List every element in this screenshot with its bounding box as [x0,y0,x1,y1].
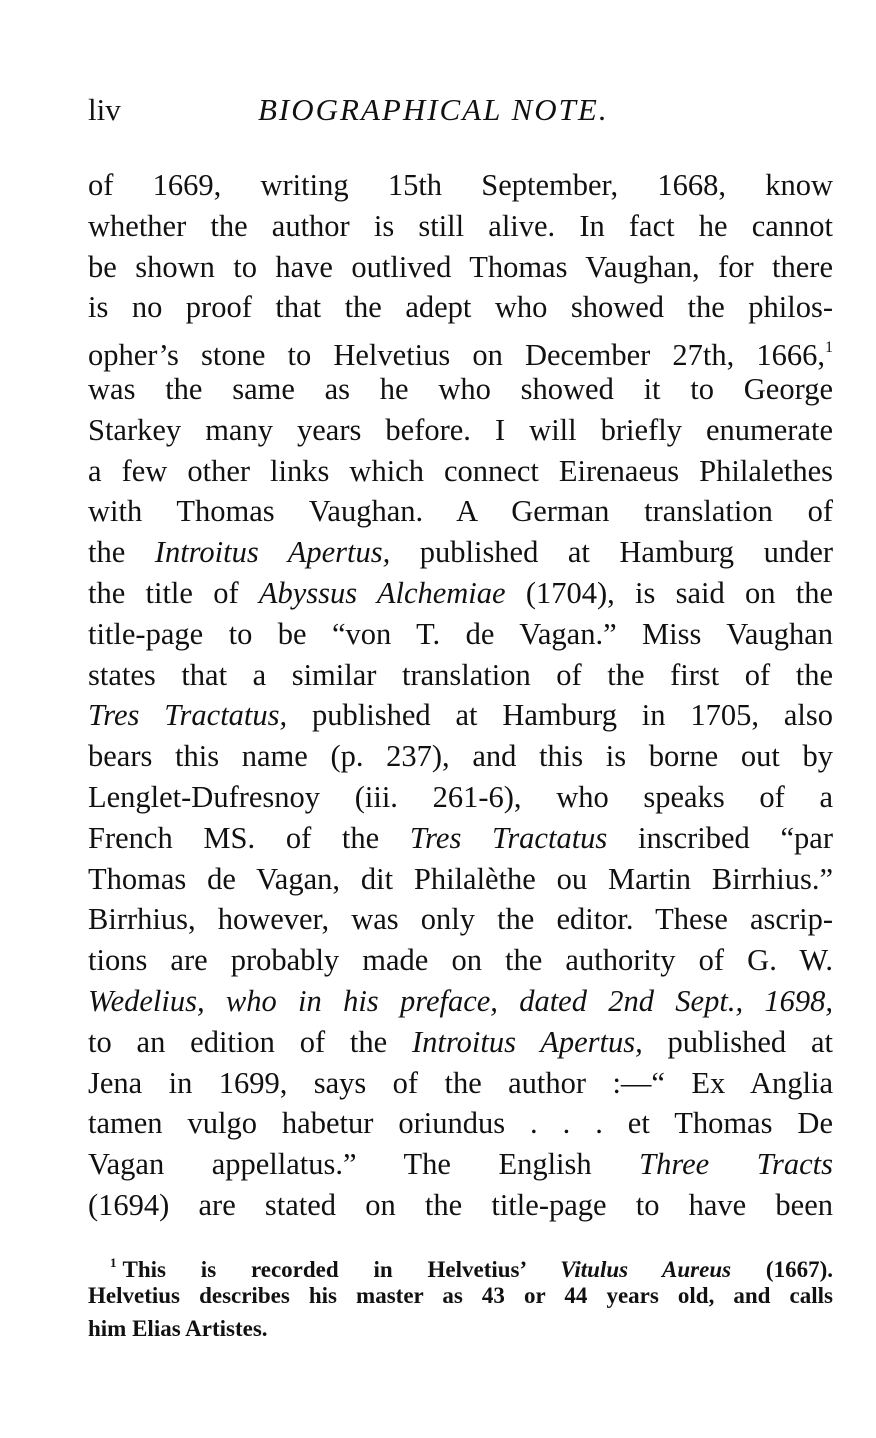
text-segment: title-page to be “von T. de Vagan.” Miss Vaughan [88,616,833,651]
footnote-line [88,1312,833,1345]
footnote-segment: (1667). [731,1257,833,1282]
text-segment: tamen vulgo habetur oriundus . . . et Thomas De [88,1106,833,1141]
footnote-segment: Helvetius describes his master as 43 or 44 years old, and calls [88,1283,833,1308]
footnote-segment: Vitulus Aureus [560,1257,732,1282]
text-segment: to an edition of the [88,1024,413,1059]
footnote [88,1246,833,1345]
text-line [88,247,833,288]
page-header [88,92,833,132]
text-segment: (1704), is said on the [505,575,833,610]
text-segment: whether the author is still alive. In fact he cannot [88,208,833,243]
text-segment: Lenglet-Dufresnoy (iii. 261-6), who speaks of a [88,779,833,814]
text-segment: the [88,535,155,570]
text-segment: inscribed “par [607,820,833,855]
text-line [88,369,833,410]
text-segment: Three Tracts [639,1147,833,1182]
text-segment: a few other links which connect Eirenaeus Philalethes [88,453,833,488]
text-segment: bears this name (p. 237), and this is borne out by [88,739,833,774]
text-line [88,655,833,696]
text-segment: Abyssus Alchemiae [258,575,506,610]
body-text [88,165,833,1226]
text-segment: published at Hamburg in 1705, also [287,698,833,733]
text-line [88,532,833,573]
text-segment: Birrhius, however, was only the editor. These ascrip- [88,902,833,937]
text-segment: opher’s stone to Helvetius on December 27th, 1666, [88,338,825,373]
text-segment: the title of [88,575,259,610]
text-segment: Jena in 1699, says of the author :—“ Ex Anglia [88,1065,833,1100]
footnote-segment: him Elias Artistes. [88,1316,268,1341]
text-line [88,777,833,818]
footnote-line [88,1246,833,1282]
text-segment: was the same as he who showed it to George [88,371,833,406]
page-number: liv [88,92,121,127]
text-segment: (1694) are stated on the title-page to have been [88,1187,833,1222]
text-segment: French MS. of the [88,820,410,855]
text-line [88,899,833,940]
text-segment: states that a similar translation of the first of the [88,657,833,692]
text-segment: of 1669, writing 15th September, 1668, know [88,168,833,202]
text-segment: Starkey many years before. I will briefly enumerate [88,412,833,447]
text-segment: published at Hamburg under [390,535,834,570]
text-segment: Thomas de Vagan, dit Philalèthe ou Martin Birrhius.” [88,861,833,896]
text-line [88,695,833,736]
text-line [88,451,833,492]
footnote-segment: This is recorded in Helvetius’ [122,1257,561,1282]
text-line [88,165,833,206]
text-segment: Wedelius, who in his preface, dated 2nd Sept., 1698, [88,983,833,1018]
text-segment: with Thomas Vaughan. A German translation of [88,494,833,529]
text-segment: be shown to have outlived Thomas Vaughan, for there [88,249,833,284]
text-line [88,614,833,655]
text-line [88,573,833,614]
text-line [88,859,833,900]
text-segment: Vagan appellatus.” The English [88,1147,640,1182]
text-line [88,491,833,532]
text-segment: Introitus Apertus, [154,535,391,570]
text-line [88,206,833,247]
running-title: BIOGRAPHICAL NOTE. [258,92,609,127]
text-line [88,328,833,373]
text-line [88,1185,833,1226]
text-line [88,1063,833,1104]
text-line [88,1103,833,1144]
footnote-marker: 1 [110,1255,117,1270]
footnote-line [88,1279,833,1312]
text-segment: Tres Tractatus [409,820,608,855]
text-line [88,1022,833,1063]
text-line [88,940,833,981]
text-line [88,1144,833,1185]
text-segment: Tres Tractatus, [88,698,288,733]
text-segment: tions are probably made on the authority of G. W. [88,943,833,978]
text-line [88,410,833,451]
footnote-reference: 1 [825,339,833,357]
text-segment: Introitus Apertus, [412,1024,643,1059]
text-line [88,818,833,859]
text-line [88,736,833,777]
text-line [88,287,833,328]
text-line [88,981,833,1022]
text-segment: is no proof that the adept who showed the philos- [88,290,833,325]
text-segment: published at [642,1024,833,1059]
